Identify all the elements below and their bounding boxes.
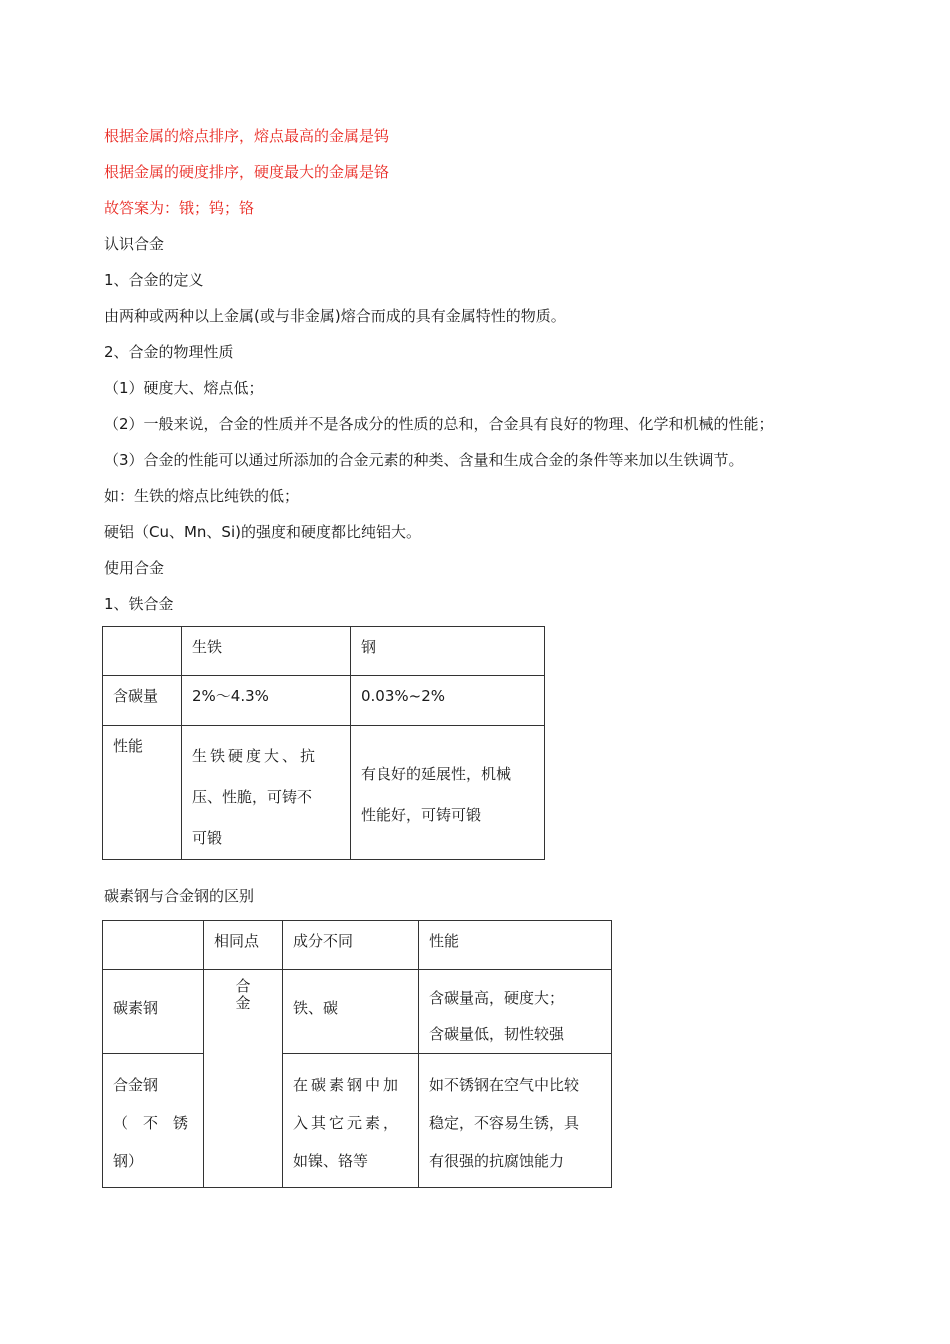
table-row	[103, 676, 545, 726]
iron-alloy-table	[102, 626, 545, 860]
section-heading-usage: 使用合金	[104, 559, 165, 577]
answer-summary: 故答案为：锇；钨；铬	[104, 199, 255, 217]
table-cell	[419, 970, 612, 1054]
property-item-3: （3）合金的性能可以通过所添加的合金元素的种类、含量和生成合金的条件等来加以生铁调节。	[104, 451, 744, 469]
table-cell	[419, 1054, 612, 1188]
answer-line-melting: 根据金属的熔点排序，熔点最高的金属是钨	[104, 127, 390, 145]
answer-line-hardness: 根据金属的硬度排序，硬度最大的金属是铬	[104, 163, 390, 181]
cell-text-line: 在碳素钢中加	[293, 1076, 402, 1094]
subheading-steel-difference: 碳素钢与合金钢的区别	[104, 887, 255, 905]
table-row-label: 碳素钢	[103, 970, 204, 1054]
cell-text-line: 生铁硬度大、抗	[192, 747, 319, 765]
cell-text-line: 压、性脆，可铸不	[192, 788, 313, 806]
cell-text-line: 如不锈钢在空气中比较	[429, 1076, 580, 1094]
subheading-iron-alloy: 1、铁合金	[104, 595, 174, 613]
cell-text-line: 有很强的抗腐蚀能力	[429, 1152, 565, 1170]
table-cell	[103, 921, 204, 970]
table-cell-common	[204, 970, 283, 1188]
cell-text-line: 含碳量低，韧性较强	[429, 1025, 565, 1043]
cell-text-line: 合金钢	[113, 1076, 159, 1094]
table-row-label	[103, 1054, 204, 1188]
cell-text-line: 性能好，可铸可锻	[361, 806, 482, 824]
table-row	[103, 921, 612, 970]
definition-text: 由两种或两种以上金属(或与非金属)熔合而成的具有金属特性的物质。	[104, 307, 566, 325]
table-cell: 铁、碳	[283, 970, 419, 1054]
cell-text-line: 入其它元素，	[293, 1114, 402, 1132]
cell-text-line: 钢）	[113, 1152, 144, 1170]
table-header-cell: 性能	[419, 921, 612, 970]
table-header-cell: 相同点	[204, 921, 283, 970]
cell-text-line: 含碳量高，硬度大；	[429, 989, 565, 1007]
table-row	[103, 726, 545, 860]
table-cell: 0.03%~2%	[351, 676, 545, 726]
table-header-cell: 成分不同	[283, 921, 419, 970]
vertical-text: 合金	[235, 977, 251, 1012]
subheading-properties: 2、合金的物理性质	[104, 343, 234, 361]
example-line-1: 如：生铁的熔点比纯铁的低；	[104, 487, 300, 505]
table-row-label: 性能	[103, 726, 182, 860]
cell-text-line: 稳定，不容易生锈，具	[429, 1114, 580, 1132]
cell-text-line: 可锻	[192, 829, 223, 847]
cell-text-line: （ 不 锈	[113, 1114, 189, 1132]
cell-text-line: 如镍、铬等	[293, 1152, 369, 1170]
table-cell	[351, 726, 545, 860]
table-header-cell: 生铁	[182, 627, 351, 676]
table-row	[103, 970, 612, 1054]
cell-text-line: 有良好的延展性，机械	[361, 765, 512, 783]
table-cell	[283, 1054, 419, 1188]
section-heading-alloy: 认识合金	[104, 235, 165, 253]
table-row-label: 含碳量	[103, 676, 182, 726]
table-cell	[182, 726, 351, 860]
table-cell	[103, 627, 182, 676]
table-row	[103, 627, 545, 676]
example-line-2: 硬铝（Cu、Mn、Si)的强度和硬度都比纯铝大。	[104, 523, 421, 541]
subheading-definition: 1、合金的定义	[104, 271, 204, 289]
property-item-1: （1）硬度大、熔点低；	[104, 379, 264, 397]
table-row	[103, 1054, 612, 1188]
steel-comparison-table	[102, 920, 612, 1188]
property-item-2: （2）一般来说，合金的性质并不是各成分的性质的总和，合金具有良好的物理、化学和机械的性能；	[104, 415, 774, 433]
table-header-cell: 钢	[351, 627, 545, 676]
table-cell: 2%～4.3%	[182, 676, 351, 726]
